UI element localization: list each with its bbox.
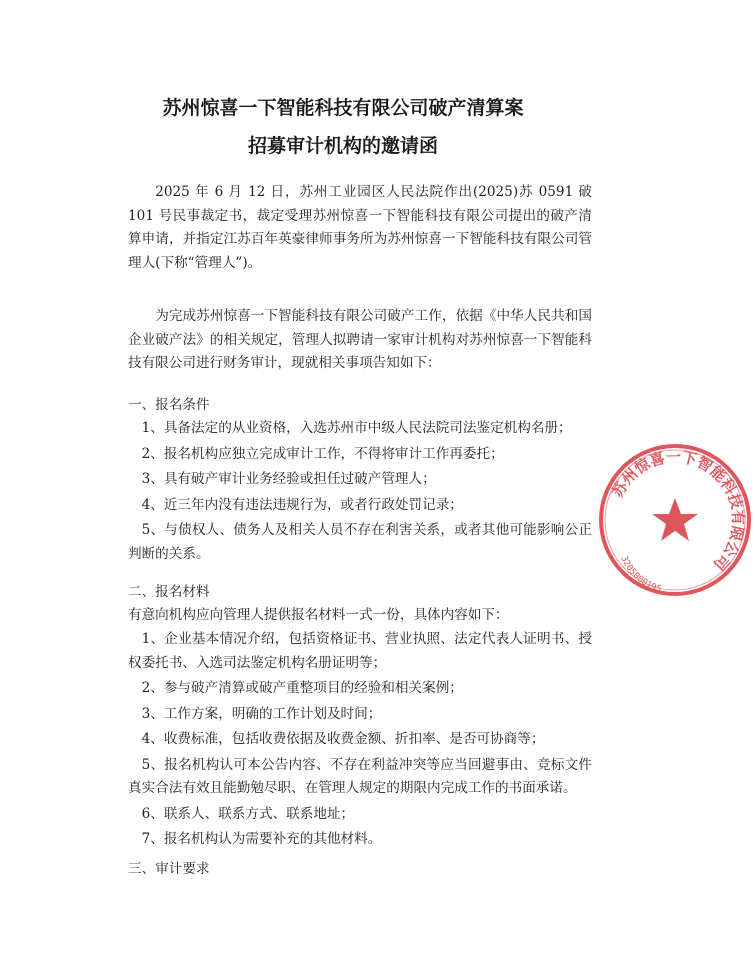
list-item: 4、收费标准，包括收费依据及收费金额、折扣率、是否可协商等； [141, 731, 545, 747]
document-title-line2: 招募审计机构的邀请函 [247, 135, 438, 157]
list-item: 4、近三年内没有违法违规行为，或者行政处罚记录； [141, 496, 463, 513]
list-item: 7、报名机构认为需要补充的其他材料。 [141, 831, 382, 847]
list-item: 3、具有破产审计业务经验或担任过破产管理人； [141, 471, 436, 487]
list-item: 2、报名机构应独立完成审计工作，不得将审计工作再委托； [141, 445, 504, 462]
registration-conditions-list [128, 417, 592, 568]
paragraph-purpose: 为完成苏州惊喜一下智能科技有限公司破产工作，依据《中华人民共和国企业破产法》的相关规定，管理人拟聘请一家审计机构对苏州惊喜一下智能科技有限公司进行财务审计，现就相关事项告知如下： [128, 308, 592, 371]
list-item: 1、具备法定的从业资格，入选苏州市中级人民法院司法鉴定机构名册； [141, 420, 572, 436]
seal-company-text: 苏州惊喜一下智能科技有限公司 [608, 447, 748, 574]
list-item: 2、参与破产清算或破产重整项目的经验和相关案例； [141, 680, 463, 696]
list-item: 5、报名机构认可本公告内容、不存在利益冲突等应当回避事由、竞标文件真实合法有效且能勤勉尽职、在管理人规定的期限内完成工作的书面承诺。 [128, 756, 592, 796]
company-seal-stamp [595, 440, 755, 600]
seal-star-icon [652, 498, 698, 541]
section-heading-registration-materials: 二、报名材料 [128, 584, 210, 600]
document-title-line1: 苏州惊喜一下智能科技有限公司破产清算案 [162, 97, 524, 119]
list-item: 3、工作方案，明确的工作计划及时间； [141, 705, 382, 722]
materials-intro: 有意向机构应向管理人提供报名材料一式一份，具体内容如下： [128, 607, 509, 623]
list-item: 6、联系人、联系方式、联系地址； [141, 805, 355, 822]
list-item: 5、与债权人、债务人及相关人员不存在利害关系，或者其他可能影响公正判断的关系。 [128, 522, 592, 562]
paragraph-court-ruling: 2025 年 6 月 12 日，苏州工业园区人民法院作出(2025)苏 0591 破 101 号民事裁定书，裁定受理苏州惊喜一下智能科技有限公司提出的破产清算申请，并指定江苏百年英豪律师事务所为苏州惊喜一下智能科技有限公司管理人(下称“管理人”)。 [128, 184, 592, 271]
registration-materials-list [128, 628, 592, 854]
section-heading-registration-conditions: 一、报名条件 [128, 397, 210, 413]
list-item: 1、企业基本情况介绍，包括资格证书、营业执照、法定代表人证明书、授权委托书、入选司法鉴定机构名册证明等； [128, 631, 592, 671]
section-heading-audit-requirements: 三、审计要求 [128, 861, 210, 877]
seal-code-text: 3205000195 [618, 554, 663, 596]
